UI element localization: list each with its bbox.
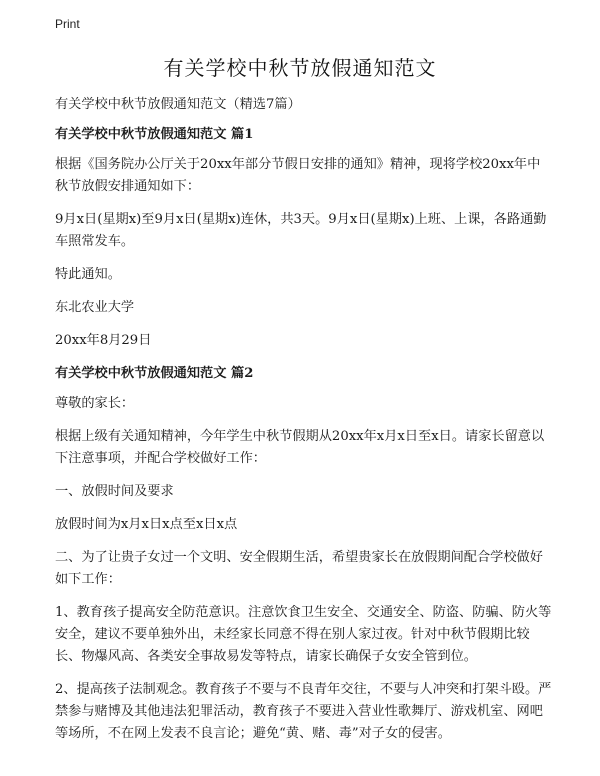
page-title: 有关学校中秋节放假通知范文: [163, 56, 437, 80]
signature-org: 东北农业大学: [55, 300, 135, 315]
paragraph: 二、为了让贵子女过一个文明、安全假期生活，希望贵家长在放假期间配合学校做好如下工作：: [55, 550, 543, 587]
document-subtitle: 有关学校中秋节放假通知范文（精选7篇）: [55, 97, 301, 112]
paragraph: 2、提高孩子法制观念。教育孩子不要与不良青年交往，不要与人冲突和打架斗殴。严禁参与赌博及其他违法犯罪活动，教育孩子不要进入营业性歌舞厅、游戏机室、网吧等场所，不在网上发表不良言论；避免“黄、赌、毒”对子女的侵害。: [55, 682, 552, 741]
paragraph: 放假时间为x月x日x点至x日x点: [55, 517, 238, 532]
print-link[interactable]: Print: [55, 17, 80, 31]
paragraph: 特此通知。: [55, 267, 121, 282]
document-body: [55, 94, 552, 756]
paragraph: 根据上级有关通知精神，今年学生中秋节假期从20xx年x月x日至x日。请家长留意以下注意事项，并配合学校做好工作：: [55, 429, 545, 466]
paragraph: 一、放假时间及要求: [55, 484, 174, 499]
section-heading-2: 有关学校中秋节放假通知范文 篇2: [55, 366, 254, 381]
signature-date: 20xx年8月29日: [55, 333, 152, 348]
paragraph: 尊敬的家长：: [55, 396, 135, 411]
section-heading-1: 有关学校中秋节放假通知范文 篇1: [55, 127, 254, 142]
paragraph: 1、教育孩子提高安全防范意识。注意饮食卫生安全、交通安全、防盗、防骗、防火等安全，建议不要单独外出，未经家长同意不得在别人家过夜。针对中秋节假期比较长、物爆风高、各类安全事故易发等特点，请家长确保子女安全管到位。: [55, 605, 552, 664]
paragraph: 根据《国务院办公厅关于20xx年部分节假日安排的通知》精神，现将学校20xx年中秋节放假安排通知如下：: [55, 157, 541, 194]
paragraph: 9月x日(星期x)至9月x日(星期x)连休，共3天。9月x日(星期x)上班、上课，各路通勤车照常发车。: [55, 212, 547, 249]
